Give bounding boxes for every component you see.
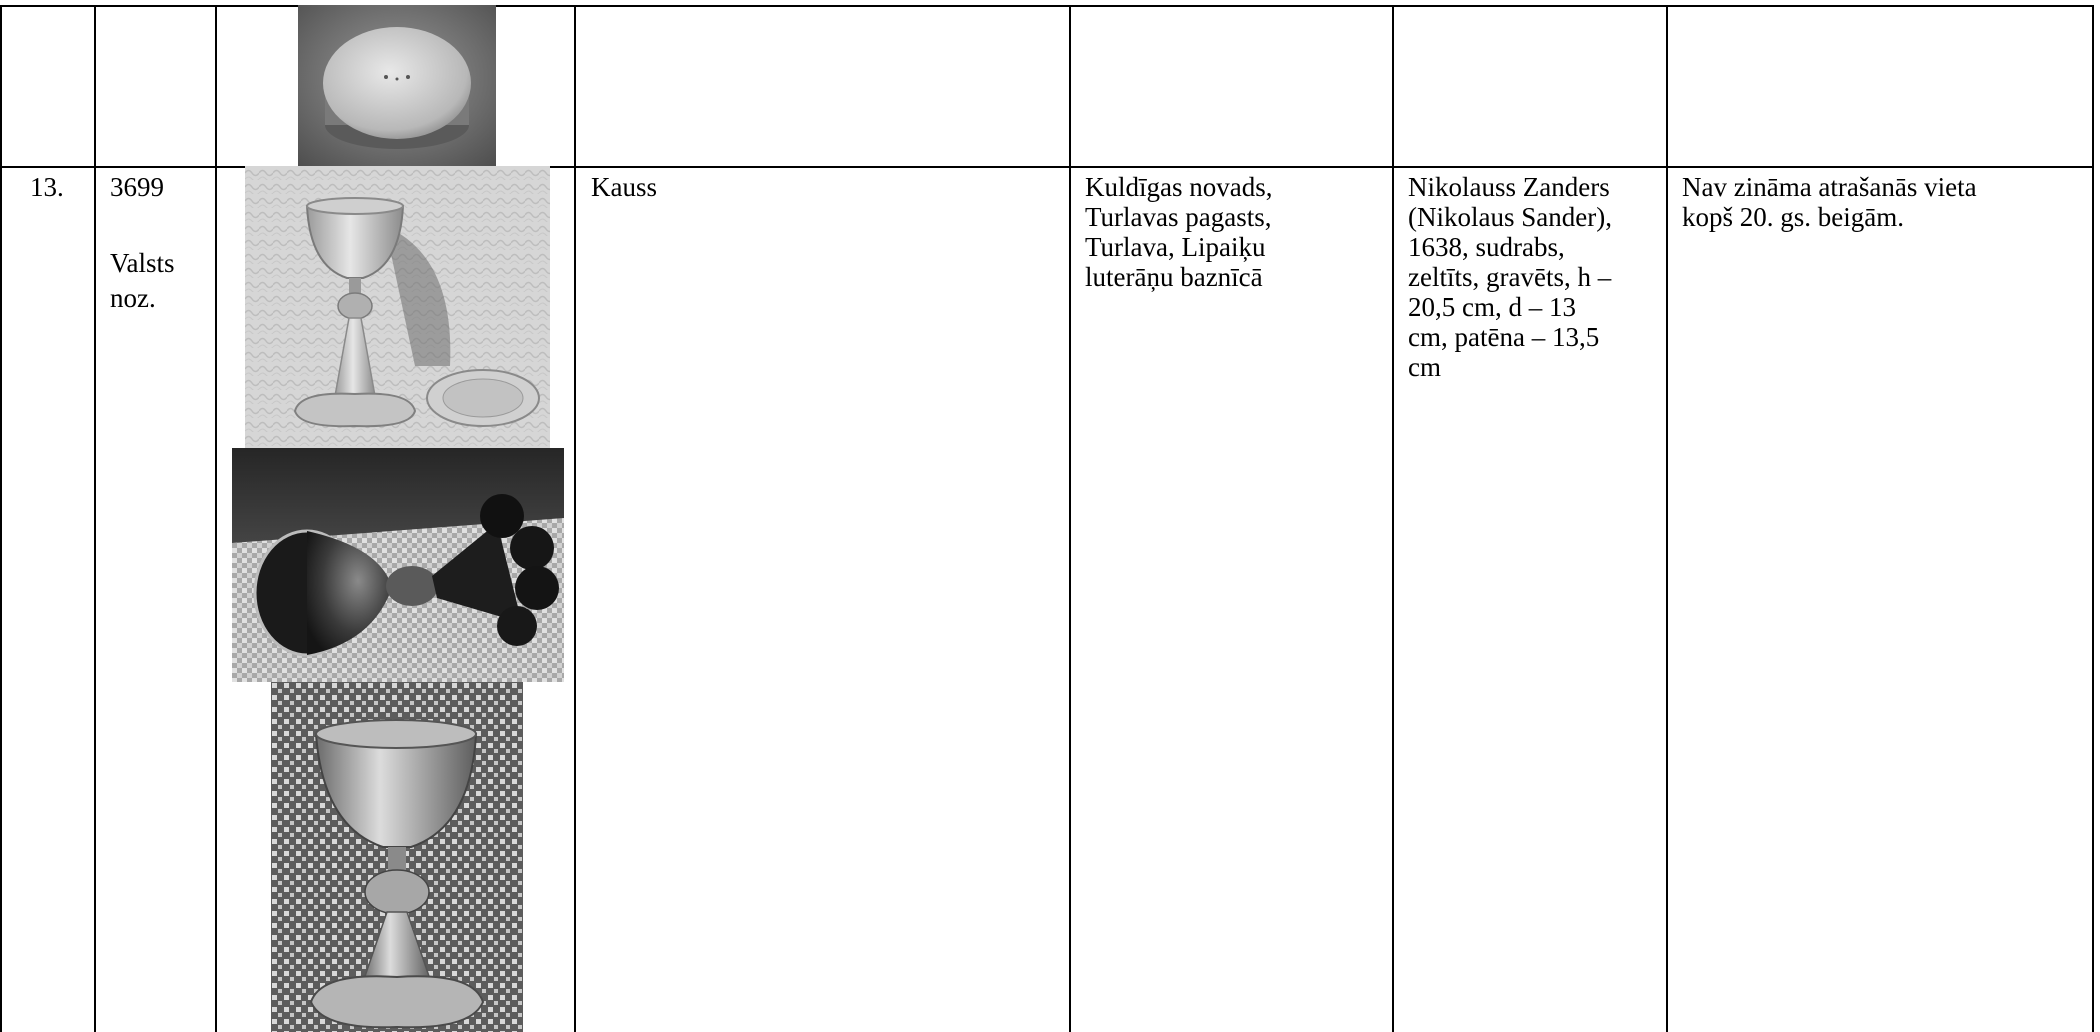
protection-status: Valsts noz. <box>110 248 175 313</box>
row-number: 13. <box>30 172 64 202</box>
inventory-number: 3699 <box>110 172 164 202</box>
object-note: Nav zināma atrašanās vieta kopš 20. gs. beigām. <box>1682 172 1977 232</box>
col-border-6 <box>1666 5 1668 1032</box>
col-border-right <box>2092 5 2094 1032</box>
col-border-5 <box>1392 5 1394 1032</box>
col-border-3 <box>574 5 576 1032</box>
object-name: Kauss <box>591 172 657 202</box>
col-border-left <box>0 5 2 1032</box>
col-border-1 <box>94 5 96 1032</box>
col-border-2 <box>215 5 217 1032</box>
chalice-side-photo <box>232 448 564 682</box>
object-location: Kuldīgas novads, Turlavas pagasts, Turlava, Lipaiķu luterāņu baznīcā <box>1085 172 1273 292</box>
chalice-paten-photo <box>245 166 550 448</box>
lid-photo <box>298 5 496 166</box>
chalice-upright-photo <box>271 682 523 1032</box>
object-description: Nikolauss Zanders (Nikolaus Sander), 1638, sudrabs, zeltīts, gravēts, h – 20,5 cm, d – 13 cm, patēna – 13,5 cm <box>1408 172 1612 382</box>
col-border-4 <box>1069 5 1071 1032</box>
